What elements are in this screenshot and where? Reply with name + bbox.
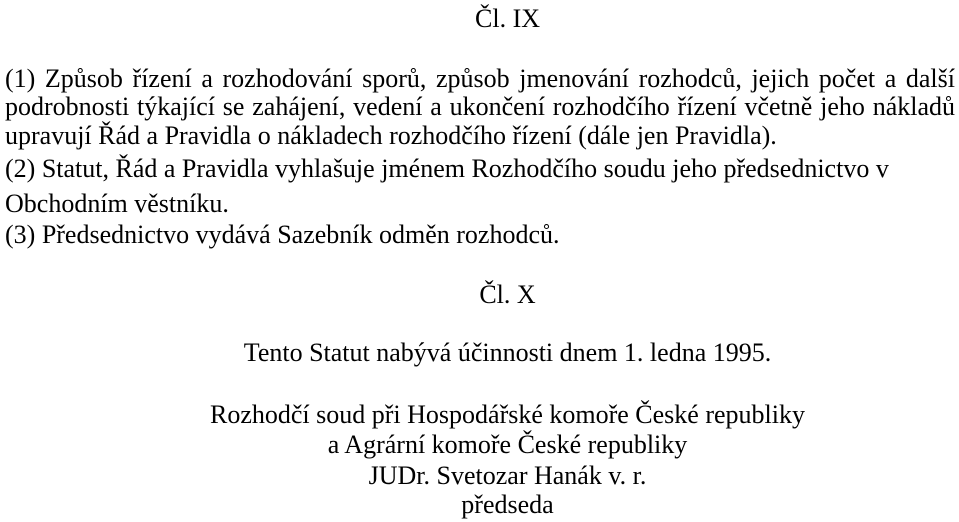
article-10-heading: Čl. X: [479, 280, 536, 309]
paragraph-1-line-3: upravují Řád a Pravidla o nákladech rozhodčího řízení (dále jen Pravidla).: [5, 121, 777, 150]
signature-institution-line-2: a Agrární komoře České republiky: [327, 430, 688, 459]
paragraph-1-line-1: (1) Způsob řízení a rozhodování sporů, způsob jmenování rozhodců, jejich počet a další: [5, 64, 955, 93]
signature-institution-line-1: Rozhodčí soud při Hospodářské komoře České republiky: [209, 400, 805, 429]
article-9-heading: Čl. IX: [475, 4, 540, 33]
signature-title: předseda: [461, 490, 554, 519]
paragraph-2-line-1: (2) Statut, Řád a Pravidla vyhlašuje jménem Rozhodčího soudu jeho předsednictvo v: [5, 154, 889, 183]
signature-name: JUDr. Svetozar Hanák v. r.: [368, 461, 647, 490]
article-10-text: Tento Statut nabývá účinnosti dnem 1. ledna 1995.: [243, 338, 772, 367]
paragraph-1-line-2: podrobnosti týkající se zahájení, vedení a ukončení rozhodčího řízení včetně jeho nákladů: [5, 92, 955, 121]
paragraph-3-line-1: (3) Předsednictvo vydává Sazebník odměn rozhodců.: [5, 220, 560, 249]
paragraph-2-line-2: Obchodním věstníku.: [5, 189, 229, 218]
